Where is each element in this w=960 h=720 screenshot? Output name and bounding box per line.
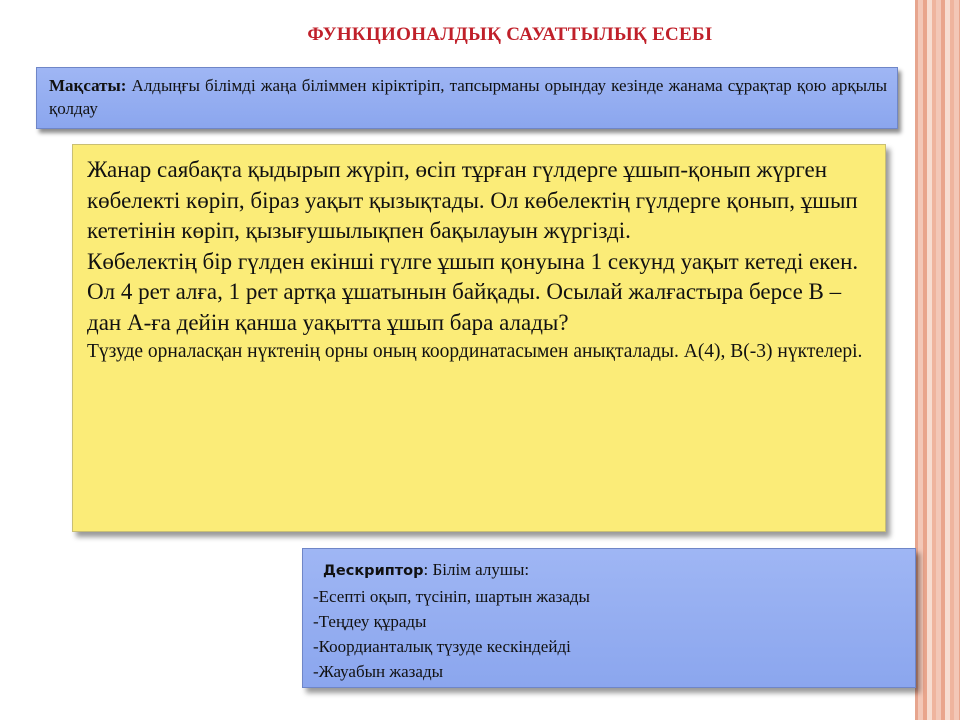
descriptor-item: -Теңдеу құрады (313, 612, 427, 631)
goal-label: Мақсаты: (49, 76, 127, 95)
descriptor-item: -Есепті оқып, түсініп, шартын жазады (313, 587, 590, 606)
task-paragraph-2: Көбелектің бір гүлден екінші гүлге ұшып қонуына 1 секунд уақыт кетеді екен. Ол 4 рет алға, 1 рет артқа ұшатынын байқады. Осылай жалғастыра берсе В –дан А-ға дейін қанша уақытта ұшып бара алады? (87, 248, 859, 335)
descriptor-intro: : Білім алушы: (423, 560, 530, 579)
task-paragraph-3: Түзуде орналасқан нүктенің орны оның координатасымен анықталады. А(4), В(-3) нүктелері. (87, 341, 863, 362)
goal-text: Алдыңғы білімді жаңа біліммен кіріктіріп, тапсырманы орындау кезінде жанама сұрақтар қою арқылы қолдау (49, 76, 888, 118)
goal-box (36, 67, 898, 129)
descriptor-item: -Коордианталық түзуде кескіндейді (313, 637, 571, 656)
task-paragraph-1: Жанар саябақта қыдырып жүріп, өсіп тұрған гүлдерге ұшып-қонып жүрген көбелекті көріп, біраз уақыт қызықтады. Ол көбелектің гүлдерге қонып, ұшып кететінін көріп, қызығушылықпен бақылауын жүргізді. (87, 157, 858, 243)
descriptor-header (313, 557, 905, 584)
descriptor-box (302, 548, 916, 688)
page-title: ФУНКЦИОНАЛДЫҚ САУАТТЫЛЫҚ ЕСЕБІ (307, 24, 713, 45)
task-box (72, 144, 886, 532)
descriptor-item: -Жауабын жазады (313, 662, 444, 681)
descriptor-label: Дескриптор (323, 563, 424, 579)
decorative-stripes (918, 0, 960, 720)
